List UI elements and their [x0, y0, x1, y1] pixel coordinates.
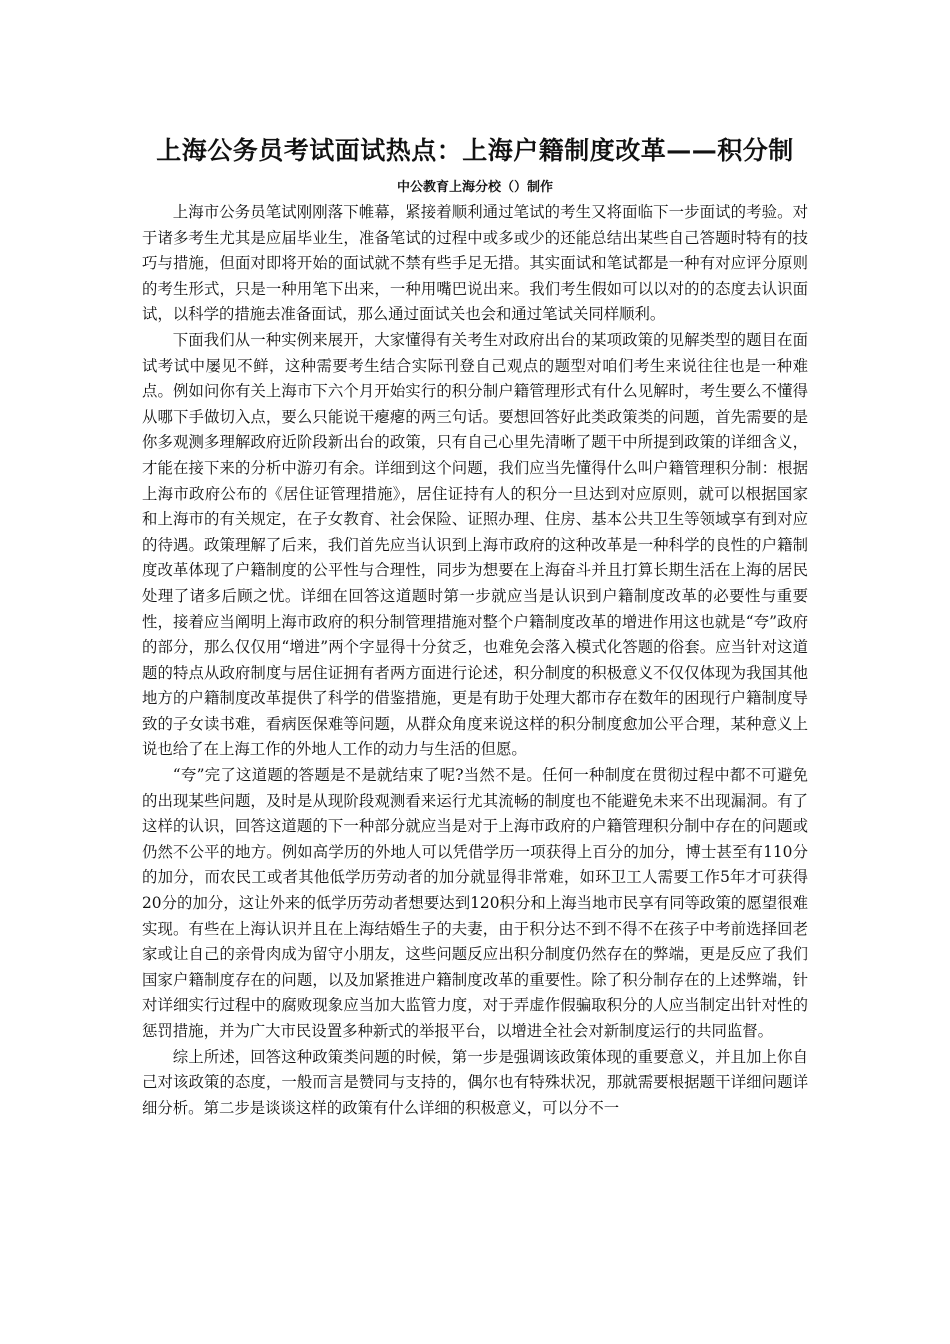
paragraph-problems: “夸”完了这道题的答题是不是就结束了呢?当然不是。任何一种制度在贯彻过程中都不可避免的出现某些问题，及时是从现阶段观测看来运行尤其流畅的制度也不能避免未来不出现漏洞。有了这样的认识，回答这道题的下一种部分就应当是对于上海市政府的户籍管理积分制中存在的问题或仍然不公平的地方。例如高学历的外地人可以凭借学历一项获得上百分的加分，博士甚至有110分的加分，而农民工或者其他低学历劳动者的加分就显得非常难，如环卫工人需要工作5年才可获得20分的加分，这让外来的低学历劳动者想要达到120积分和上海当地市民享有同等政策的愿望很难实现。有些在上海认识并且在上海结婚生子的夫妻，由于积分达不到不得不在孩子中考前选择回老家或让自己的亲骨肉成为留守小朋友，这些问题反应出积分制度仍然存在的弊端，更是反应了我们国家户籍制度存在的问题，以及加紧推进户籍制度改革的重要性。除了积分制存在的上述弊端，针对详细实行过程中的腐败现象应当加大监管力度，对于弄虚作假骗取积分的人应当制定出针对性的惩罚措施，并为广大市民设置多种新式的举报平台，以增进全社会对新制度运行的共同监督。: [142, 766, 808, 1040]
document-title: 上海公务员考试面试热点：上海户籍制度改革——积分制: [156, 136, 794, 165]
paragraph-summary: 综上所述，回答这种政策类问题的时候，第一步是强调该政策体现的重要意义，并且加上你自己对该政策的态度，一般而言是赞同与支持的，偶尔也有特殊状况，那就需要根据题干详细问题详细分析。第二步是谈谈这样的政策有什么详细的积极意义，可以分不一: [142, 1047, 808, 1117]
paragraph-intro: 上海市公务员笔试刚刚落下帷幕，紧接着顺利通过笔试的考生又将面临下一步面试的考验。对于诸多考生尤其是应届毕业生，准备笔试的过程中或多或少的还能总结出某些自己答题时特有的技巧与措施，但面对即将开始的面试就不禁有些手足无措。其实面试和笔试都是一种有对应评分原则的考生形式，只是一种用笔下出来，一种用嘴巴说出来。我们考生假如可以以对的的态度去认识面试，以科学的措施去准备面试，那么通过面试关也会和通过笔试关同样顺利。: [142, 203, 808, 324]
paragraph-example: 下面我们从一种实例来展开，大家懂得有关考生对政府出台的某项政策的见解类型的题目在面试考试中屡见不鲜，这种需要考生结合实际刊登自己观点的题型对咱们考生来说往往也是一种难点。例如问你有关上海市下六个月开始实行的积分制户籍管理形式有什么见解时，考生要么不懂得从哪下手做切入点，要么只能说干瘪瘪的两三句话。要想回答好此类政策类的问题，首先需要的是你多观测多理解政府近阶段新出台的政策，只有自己心里先清晰了题干中所提到政策的详细含义，才能在接下来的分析中游刃有余。详细到这个问题，我们应当先懂得什么叫户籍管理积分制：根据上海市政府公布的《居住证管理措施》，居住证持有人的积分一旦达到对应原则，就可以根据国家和上海市的有关规定，在子女教育、社会保险、证照办理、住房、基本公共卫生等领域享有到对应的待遇。政策理解了后来，我们首先应当认识到上海市政府的这种改革是一种科学的良性的户籍制度改革体现了户籍制度的公平性与合理性，同步为想要在上海奋斗并且打算长期生活在上海的居民处理了诸多后顾之忧。详细在回答这道题时第一步就应当是认识到户籍制度改革的必要性与重要性，接着应当阐明上海市政府的积分制管理措施对整个户籍制度改革的增进作用这也就是“夸”政府的部分，那么仅仅用“增进”两个字显得十分贫乏，也难免会落入模式化答题的俗套。应当针对这道题的特点从政府制度与居住证拥有者两方面进行论述，积分制度的积极意义不仅仅体现为我国其他地方的户籍制度改革提供了科学的借鉴措施，更是有助于处理大都市存在数年的困现行户籍制度导致的子女读书难，看病医保难等问题，从群众角度来说这样的积分制度愈加公平合理，某种意义上说也给了在上海工作的外地人工作的动力与生活的但愿。: [142, 330, 808, 759]
document-subtitle: 中公教育上海分校（）制作: [396, 180, 553, 195]
document-body: [142, 200, 808, 1121]
